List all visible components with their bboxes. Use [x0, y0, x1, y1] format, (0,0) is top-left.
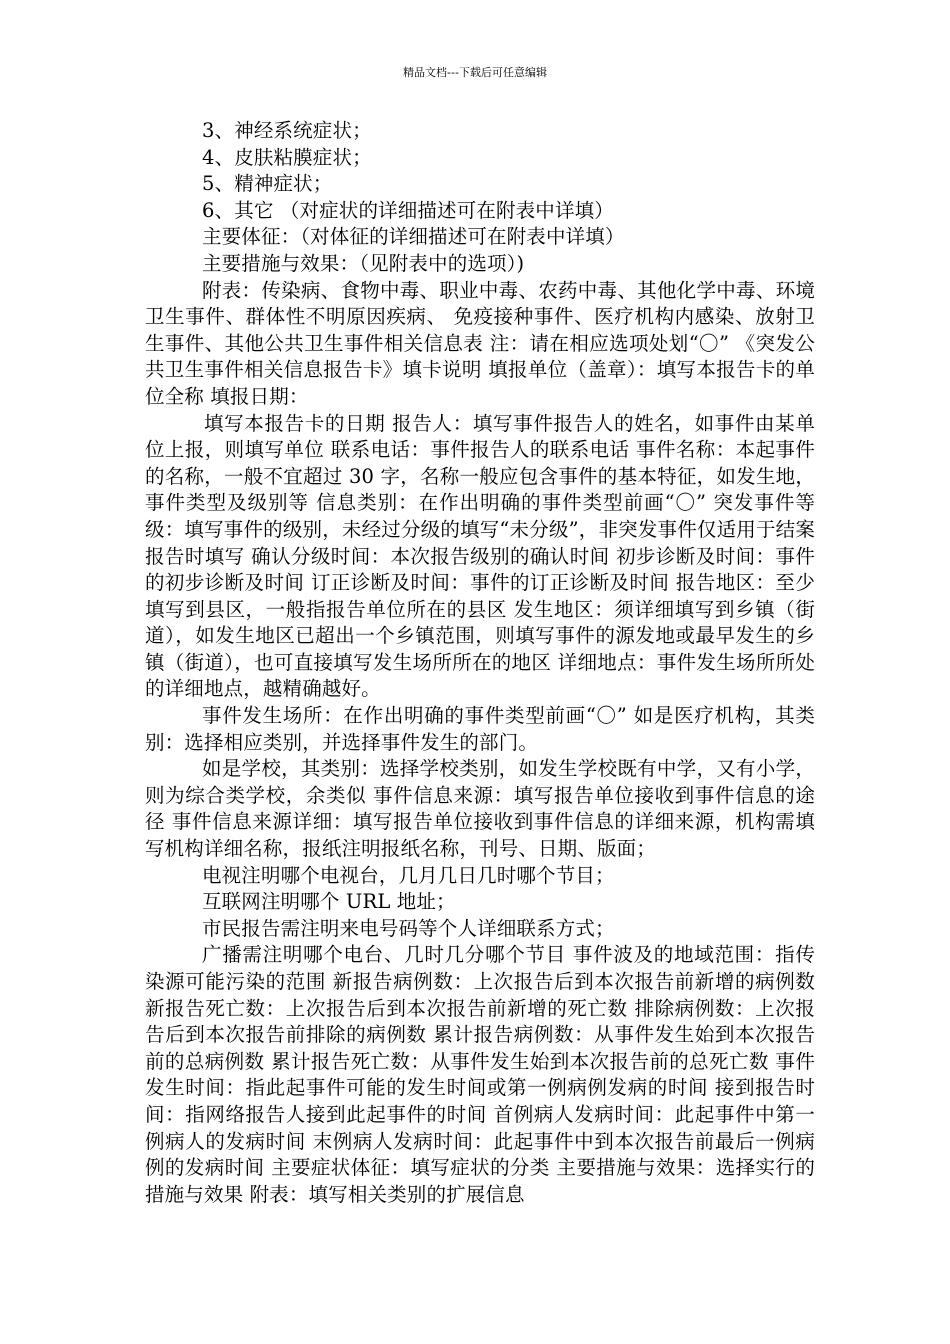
list-item-other: 6、其它 （对症状的详细描述可在附表中详填）	[202, 198, 614, 222]
list-item-mental: 5、精神症状；	[202, 172, 333, 196]
list-item-skin: 4、皮肤粘膜症状；	[202, 145, 372, 169]
fill-instructions-paragraph: 填写本报告卡的日期 报告人：填写事件报告人的姓名，如事件由某单位上报，则填写单位 联系电话：事件报告人的联系电话 事件名称：本起事件的名称，一般不宜超过 30 字，名称一般应包含事件的基本特征，如发生地，事件类型及级别等 信息类别：在作出明确的事件类型前画“〇” 突发事件等级：填写事件的级别，未经过分级的填写“未分级”，非突发事件仅适用于结案报告时填写 确认分级时间：本次报告级别的确认时间 初步诊断及时间：事件的初步诊断及时间 订正诊断及时间：事件的订正诊断及时间 报告地区：至少填写到县区，一般指报告单位所在的县区 发生地区：须详细填写到乡镇（街道），如发生地区已超出一个乡镇范围，则填写事件的源发地或最早发生的乡镇（街道），也可直接填写发生场所所在的地区 详细地点：事件发生场所所处的详细地点，越精确越好。	[145, 411, 815, 701]
citizen-report-paragraph: 市民报告需注明来电号码等个人详细联系方式；	[202, 916, 615, 940]
broadcast-paragraph: 广播需注明哪个电台、几时几分哪个节目 事件波及的地域范围：指传染源可能污染的范围 新报告病例数：上次报告后到本次报告前新增的病例数 新报告死亡数：上次报告后到本次报告前新增的死亡数 排除病例数：上次报告后到本次报告前排除的病例数 累计报告病例数：从事件发生始到本次报告前的总病例数 累计报告死亡数：从事件发生始到本次报告前的总死亡数 事件发生时间：指此起事件可能的发生时间或第一例病例发病的时间 接到报告时间：指网络报告人接到此起事件的时间 首例病人发病时间：此起事件中第一例病人的发病时间 末例病人发病时间：此起事件中到本次报告前最后一例病例的发病时间 主要症状体征：填写症状的分类 主要措施与效果：选择实行的措施与效果 附表：填写相关类别的扩展信息	[145, 943, 815, 1206]
list-item-neuro: 3、神经系统症状；	[202, 119, 372, 142]
main-measures: 主要措施与效果：（见附表中的选项）)	[202, 251, 525, 275]
document-body	[145, 118, 815, 1208]
appendix-paragraph: 附表：传染病、食物中毒、职业中毒、农药中毒、其他化学中毒、环境卫生事件、群体性不明原因疾病、 免疫接种事件、医疗机构内感染、放射卫生事件、其他公共卫生事件相关信息表 注：请在相应选项处划“〇” 《突发公共卫生事件相关信息报告卡》填卡说明 填报单位（盖章）：填写本报告卡的单位全称 填报日期：	[145, 278, 815, 408]
internet-paragraph: 互联网注明哪个 URL 地址；	[202, 890, 456, 914]
tv-paragraph: 电视注明哪个电视台，几月几日几时哪个节目；	[202, 863, 615, 887]
main-signs: 主要体征：（对体征的详细描述可在附表中详填）	[202, 225, 625, 249]
page-header: 精品文档---下载后可任意编辑	[403, 66, 547, 79]
event-site-paragraph: 事件发生场所：在作出明确的事件类型前画“〇” 如是医疗机构，其类别：选择相应类别，并选择事件发生的部门。	[145, 704, 815, 754]
school-paragraph: 如是学校，其类别：选择学校类别，如发生学校既有中学，又有小学，则为综合类学校，余类似 事件信息来源：填写报告单位接收到事件信息的途径 事件信息来源详细：填写报告单位接收到事件信息的详细来源，机构需填写机构详细名称，报纸注明报纸名称，刊号、日期、版面；	[145, 757, 815, 861]
